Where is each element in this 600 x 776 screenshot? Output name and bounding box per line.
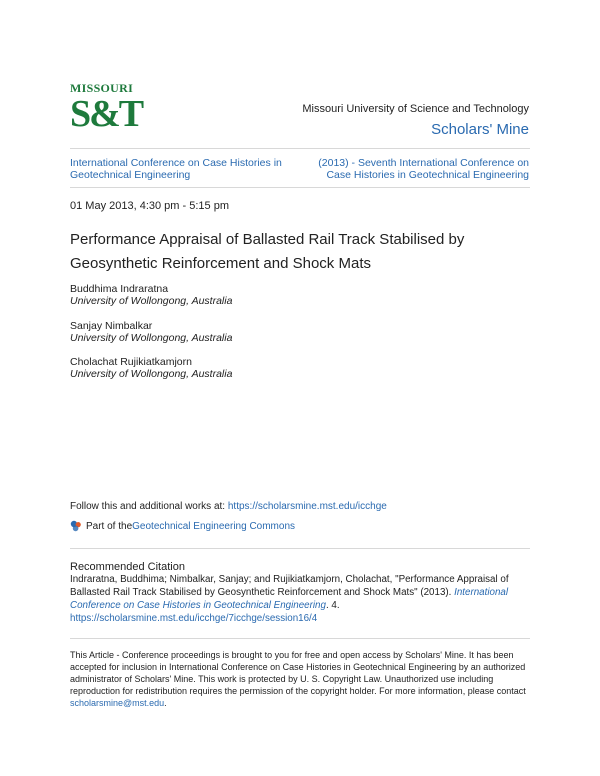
follow-prefix: Follow this and additional works at: <box>70 501 228 512</box>
notice-end: . <box>164 698 167 708</box>
paper-title: Performance Appraisal of Ballasted Rail Track Stabilised by Geosynthetic Reinforcement and Shock Mats <box>70 231 465 272</box>
access-notice <box>70 649 532 709</box>
part-of-prefix: Part of the <box>86 520 133 532</box>
citation-text: Indraratna, Buddhima; Nimbalkar, Sanjay; and Rujikiatkamjorn, Cholachat, "Performance Appraisal of Ballasted Rail Track Stabilised by Geosynthetic Reinforcement and Shock Mats" (2013). <box>70 574 509 598</box>
author-affiliation: University of Wollongong, Australia <box>70 295 233 307</box>
author-name: Sanjay Nimbalkar <box>70 320 153 332</box>
citation-divider <box>70 548 530 549</box>
part-of-line <box>70 520 295 532</box>
session-date: 01 May 2013, 4:30 pm - 5:15 pm <box>70 200 229 212</box>
logo-mark-text: S&T <box>70 93 143 135</box>
missouri-st-logo <box>70 81 143 138</box>
institution-name: Missouri University of Science and Technology <box>302 103 529 115</box>
collection-link-left[interactable]: International Conference on Case Histories in Geotechnical Engineering <box>70 157 282 181</box>
author-entry <box>70 320 232 344</box>
follow-line <box>70 501 387 512</box>
author-affiliation: University of Wollongong, Australia <box>70 332 233 344</box>
author-name: Buddhima Indraratna <box>70 283 169 295</box>
citation-suffix: . 4. <box>325 600 340 611</box>
open-access-icon <box>70 520 82 532</box>
author-entry <box>70 356 232 380</box>
citation-heading: Recommended Citation <box>70 561 185 573</box>
contact-email-link[interactable]: scholarsmine@mst.edu <box>70 698 165 708</box>
notice-divider <box>70 638 530 639</box>
author-name: Cholachat Rujikiatkamjorn <box>70 356 192 368</box>
header-divider <box>70 148 530 149</box>
notice-text: This Article - Conference proceedings is brought to you for free and open access by Scholars' Mine. It has been accepted for inclusion in International Conference on Case Histories in Geotechnical Engineering by an authorized administrator of Scholars' Mine. This work is protected by U. S. Copyright Law. Unauthorized use including reproduction for redistribution requires the permission of the copyright holder. For more information, please contact <box>70 650 526 696</box>
follow-url-link[interactable]: https://scholarsmine.mst.edu/icchge <box>227 501 387 512</box>
citation-url-link[interactable]: https://scholarsmine.mst.edu/icchge/7icchge/session16/4 <box>70 613 318 624</box>
collections-divider <box>70 187 530 188</box>
author-entry <box>70 283 232 307</box>
collection-link-right[interactable]: (2013) - Seventh International Conference on Case Histories in Geotechnical Engineering <box>318 157 529 181</box>
citation-journal-link[interactable]: International Conference on Case Histories in Geotechnical Engineering <box>70 587 509 611</box>
commons-link[interactable]: Geotechnical Engineering Commons <box>132 520 296 532</box>
citation-body <box>70 573 532 625</box>
author-affiliation: University of Wollongong, Australia <box>70 368 233 380</box>
logo-top-text: MISSOURI <box>70 81 134 95</box>
repository-name-link[interactable]: Scholars' Mine <box>431 121 529 138</box>
